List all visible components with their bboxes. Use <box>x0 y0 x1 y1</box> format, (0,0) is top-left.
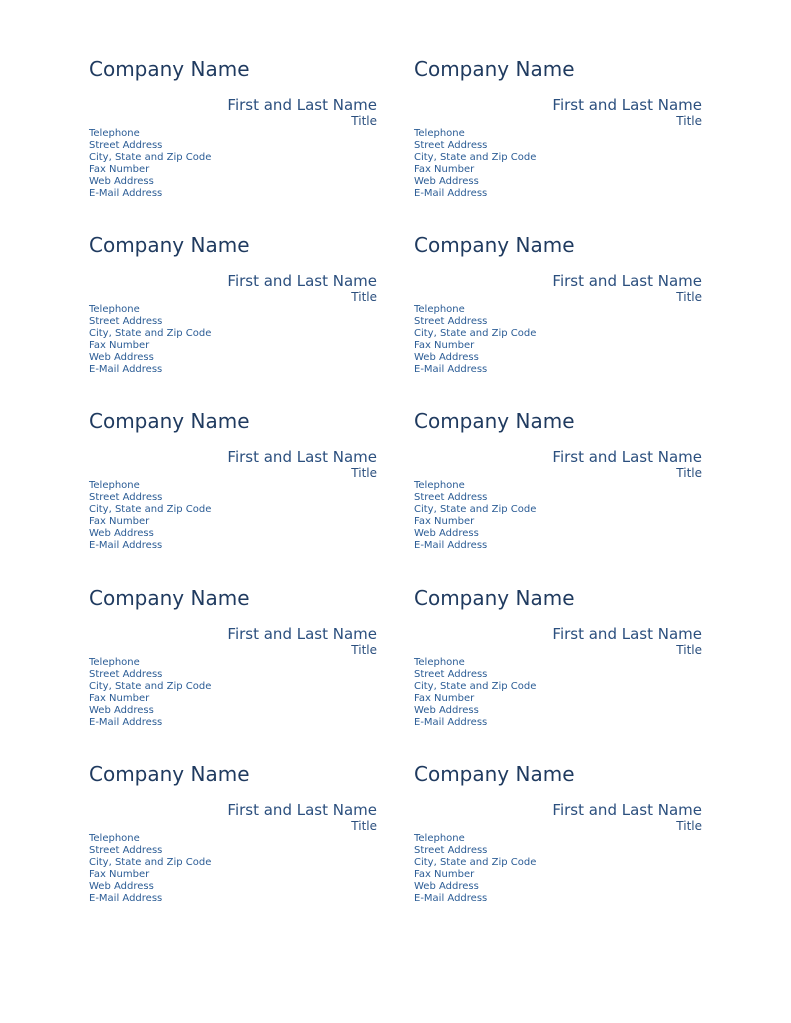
person-name: First and Last Name <box>552 448 702 466</box>
email-address: E-Mail Address <box>414 364 488 375</box>
city-state-zip: City, State and Zip Code <box>414 681 537 692</box>
city-state-zip: City, State and Zip Code <box>89 857 212 868</box>
company-name: Company Name <box>414 762 575 786</box>
street-address: Street Address <box>414 669 488 680</box>
telephone: Telephone <box>414 304 465 315</box>
company-name: Company Name <box>89 57 250 81</box>
street-address: Street Address <box>89 492 163 503</box>
email-address: E-Mail Address <box>414 540 488 551</box>
city-state-zip: City, State and Zip Code <box>414 328 537 339</box>
person-name: First and Last Name <box>552 625 702 643</box>
fax-number: Fax Number <box>414 693 475 704</box>
telephone: Telephone <box>89 833 140 844</box>
fax-number: Fax Number <box>89 869 150 880</box>
street-address: Street Address <box>414 316 488 327</box>
email-address: E-Mail Address <box>414 188 488 199</box>
city-state-zip: City, State and Zip Code <box>414 152 537 163</box>
fax-number: Fax Number <box>89 340 150 351</box>
company-name: Company Name <box>89 586 250 610</box>
web-address: Web Address <box>414 352 479 363</box>
company-name: Company Name <box>89 762 250 786</box>
company-name: Company Name <box>414 586 575 610</box>
email-address: E-Mail Address <box>414 717 488 728</box>
web-address: Web Address <box>89 881 154 892</box>
telephone: Telephone <box>89 304 140 315</box>
contact-details <box>89 657 211 729</box>
email-address: E-Mail Address <box>414 893 488 904</box>
telephone: Telephone <box>414 657 465 668</box>
contact-details <box>414 833 536 905</box>
street-address: Street Address <box>414 140 488 151</box>
business-card <box>89 232 377 400</box>
street-address: Street Address <box>89 845 163 856</box>
job-title: Title <box>676 466 702 480</box>
business-card <box>89 585 377 753</box>
telephone: Telephone <box>414 480 465 491</box>
business-card <box>414 585 702 753</box>
web-address: Web Address <box>89 705 154 716</box>
web-address: Web Address <box>89 176 154 187</box>
street-address: Street Address <box>89 669 163 680</box>
telephone: Telephone <box>414 833 465 844</box>
fax-number: Fax Number <box>414 164 475 175</box>
street-address: Street Address <box>89 140 163 151</box>
web-address: Web Address <box>89 528 154 539</box>
person-name: First and Last Name <box>552 272 702 290</box>
email-address: E-Mail Address <box>89 893 163 904</box>
street-address: Street Address <box>89 316 163 327</box>
business-card <box>414 408 702 576</box>
person-name: First and Last Name <box>552 96 702 114</box>
person-name: First and Last Name <box>227 625 377 643</box>
web-address: Web Address <box>414 176 479 187</box>
person-name: First and Last Name <box>227 96 377 114</box>
contact-details <box>89 128 211 200</box>
email-address: E-Mail Address <box>89 717 163 728</box>
email-address: E-Mail Address <box>89 364 163 375</box>
job-title: Title <box>351 819 377 833</box>
contact-details <box>89 304 211 376</box>
company-name: Company Name <box>89 409 250 433</box>
fax-number: Fax Number <box>89 164 150 175</box>
contact-details <box>414 480 536 552</box>
email-address: E-Mail Address <box>89 540 163 551</box>
company-name: Company Name <box>414 409 575 433</box>
job-title: Title <box>351 114 377 128</box>
telephone: Telephone <box>89 480 140 491</box>
web-address: Web Address <box>89 352 154 363</box>
business-card <box>414 56 702 224</box>
business-card <box>414 761 702 929</box>
contact-details <box>414 657 536 729</box>
person-name: First and Last Name <box>227 801 377 819</box>
company-name: Company Name <box>414 233 575 257</box>
job-title: Title <box>676 819 702 833</box>
job-title: Title <box>676 290 702 304</box>
street-address: Street Address <box>414 845 488 856</box>
fax-number: Fax Number <box>89 693 150 704</box>
fax-number: Fax Number <box>89 516 150 527</box>
web-address: Web Address <box>414 705 479 716</box>
telephone: Telephone <box>89 128 140 139</box>
job-title: Title <box>676 114 702 128</box>
email-address: E-Mail Address <box>89 188 163 199</box>
city-state-zip: City, State and Zip Code <box>89 681 212 692</box>
city-state-zip: City, State and Zip Code <box>414 857 537 868</box>
city-state-zip: City, State and Zip Code <box>89 152 212 163</box>
company-name: Company Name <box>414 57 575 81</box>
fax-number: Fax Number <box>414 516 475 527</box>
business-card <box>414 232 702 400</box>
job-title: Title <box>351 290 377 304</box>
fax-number: Fax Number <box>414 869 475 880</box>
telephone: Telephone <box>89 657 140 668</box>
city-state-zip: City, State and Zip Code <box>89 504 212 515</box>
business-card <box>89 408 377 576</box>
contact-details <box>414 128 536 200</box>
job-title: Title <box>351 466 377 480</box>
contact-details <box>89 480 211 552</box>
person-name: First and Last Name <box>552 801 702 819</box>
fax-number: Fax Number <box>414 340 475 351</box>
web-address: Web Address <box>414 528 479 539</box>
street-address: Street Address <box>414 492 488 503</box>
person-name: First and Last Name <box>227 272 377 290</box>
business-card <box>89 56 377 224</box>
web-address: Web Address <box>414 881 479 892</box>
telephone: Telephone <box>414 128 465 139</box>
contact-details <box>89 833 211 905</box>
city-state-zip: City, State and Zip Code <box>414 504 537 515</box>
person-name: First and Last Name <box>227 448 377 466</box>
contact-details <box>414 304 536 376</box>
business-card <box>89 761 377 929</box>
job-title: Title <box>351 643 377 657</box>
city-state-zip: City, State and Zip Code <box>89 328 212 339</box>
company-name: Company Name <box>89 233 250 257</box>
job-title: Title <box>676 643 702 657</box>
